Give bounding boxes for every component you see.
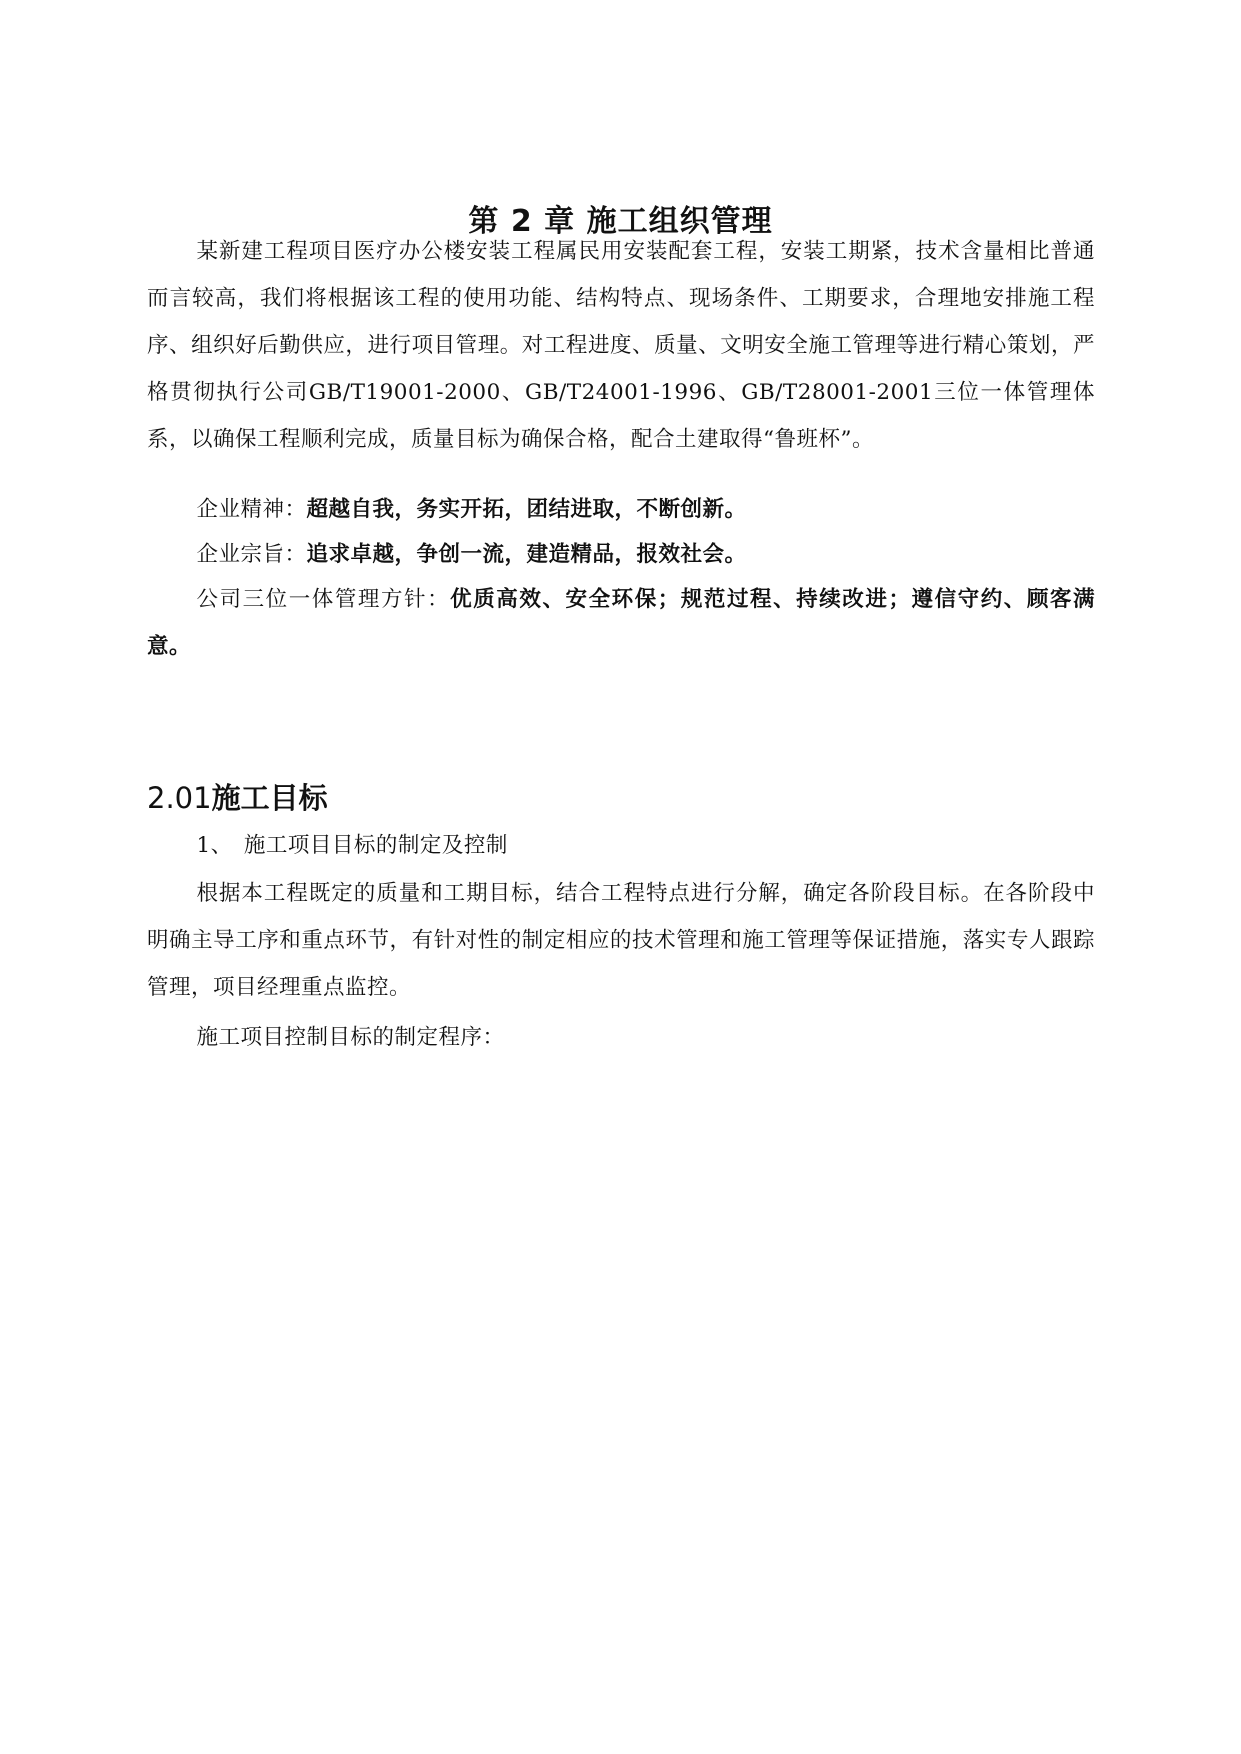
- principle-label: 企业精神：: [196, 497, 307, 522]
- principle-enterprise-purpose: [147, 531, 1095, 578]
- principle-enterprise-spirit: [147, 486, 1095, 533]
- procedure-label: 施工项目控制目标的制定程序：: [196, 1025, 505, 1050]
- principle-label: 公司三位一体管理方针：: [196, 587, 451, 612]
- principle-management-policy: [147, 576, 1095, 670]
- principle-label: 企业宗旨：: [196, 542, 307, 567]
- section-paragraph: 根据本工程既定的质量和工期目标，结合工程特点进行分解，确定各阶段目标。在各阶段中明确主导工序和重点环节，有针对性的制定相应的技术管理和施工管理等保证措施，落实专人跟踪管理，项目经理重点监控。: [147, 881, 1095, 1000]
- chapter-title: 第 2 章 施工组织管理: [468, 204, 773, 239]
- principle-value: 优质高效、安全环保；规范过程、持续改进；遵信守约、顾客满意。: [147, 587, 1095, 659]
- principle-value: 追求卓越，争创一流，建造精品，报效社会。: [306, 542, 747, 567]
- intro-paragraph: 某新建工程项目医疗办公楼安装工程属民用安装配套工程，安装工期紧，技术含量相比普通而言较高，我们将根据该工程的使用功能、结构特点、现场条件、工期要求，合理地安排施工程序、组织好后勤供应，进行项目管理。对工程进度、质量、文明安全施工管理等进行精心策划，严格贯彻执行公司GB/T19001-2000、GB/T24001-1996、GB/T28001-2001三位一体管理体系，以确保工程顺利完成，质量目标为确保合格，配合土建取得“鲁班杯”。: [147, 239, 1095, 452]
- section-item-1: 1、 施工项目目标的制定及控制: [196, 833, 508, 858]
- section-heading: [147, 776, 328, 817]
- section-title: 施工目标: [211, 781, 328, 815]
- section-number: 2.01: [147, 781, 212, 815]
- principle-value: 超越自我，务实开拓，团结进取，不断创新。: [306, 497, 747, 522]
